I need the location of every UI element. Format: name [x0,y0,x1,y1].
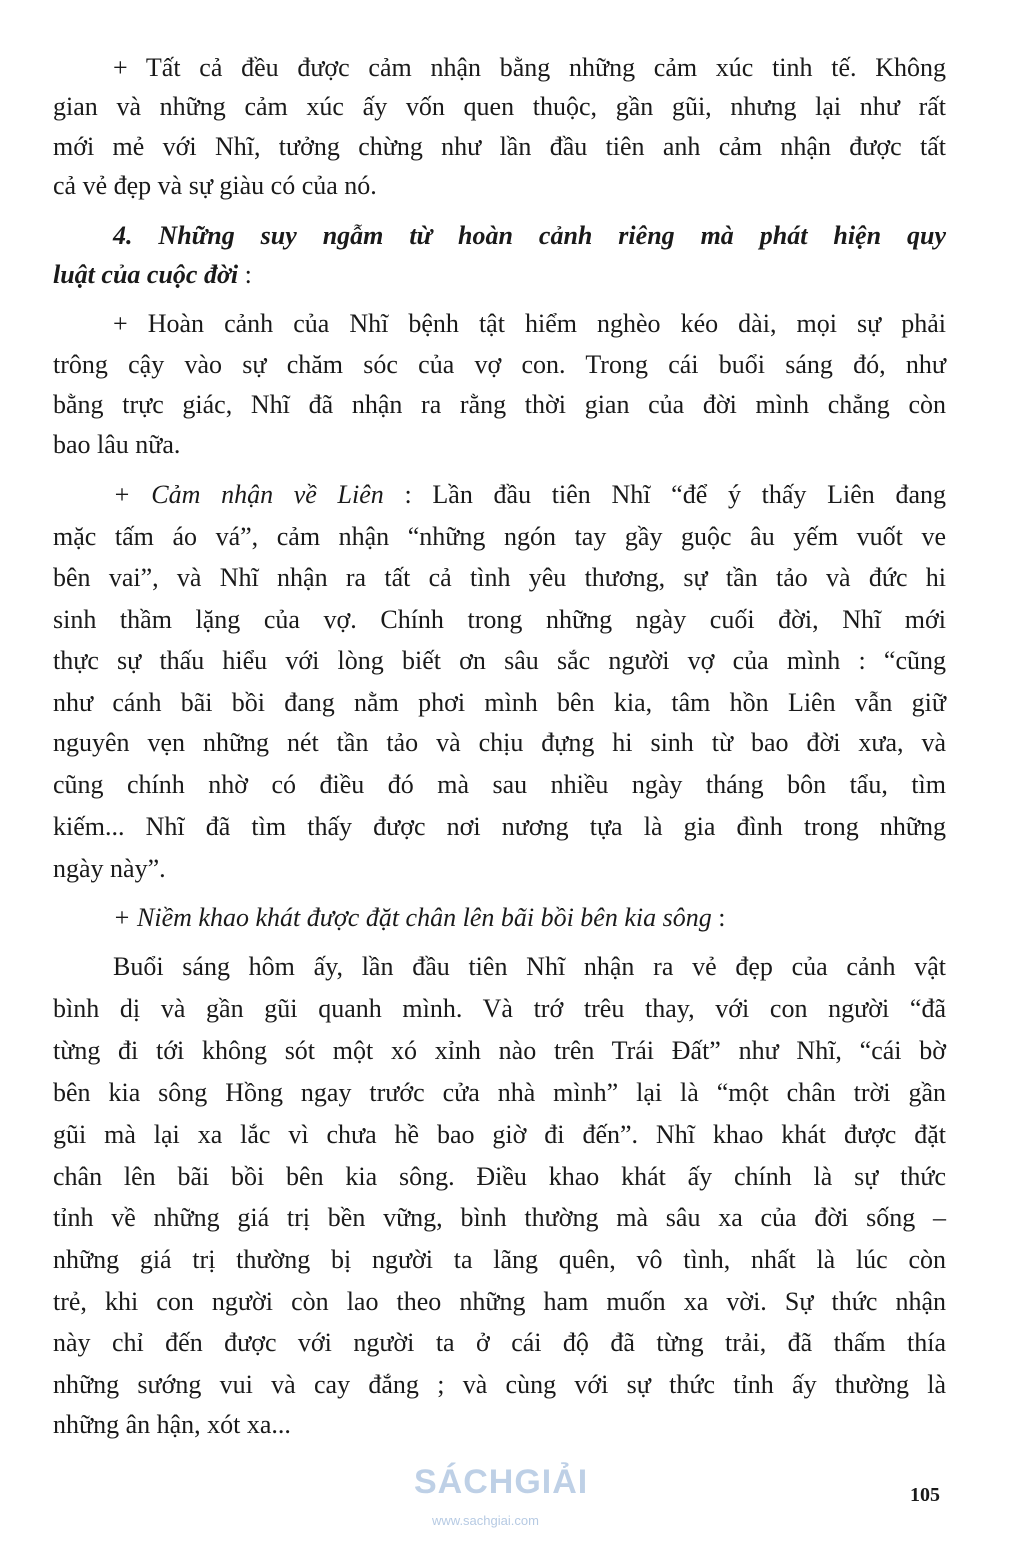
text-line: bằng trực giác, Nhĩ đã nhận ra rằng thời gian của đời mình chẳng còn [53,390,946,419]
text-span: : Lần đầu tiên Nhĩ “để ý thấy Liên đang [383,480,947,509]
subheading-line [113,902,946,934]
text-line: nguyên vẹn những nét tần tảo và chịu đựng hi sinh từ bao đời xưa, và [53,728,946,757]
heading-text: luật của cuộc đời [53,260,239,289]
text-line: Buổi sáng hôm ấy, lần đầu tiên Nhĩ nhận ra vẻ đẹp của cảnh vật [113,952,946,981]
text-line: những giá trị thường bị người ta lãng quên, vô tình, nhất là lúc còn [53,1245,946,1274]
text-line: thực sự thấu hiểu với lòng biết ơn sâu sắc người vợ của mình : “cũng [53,646,946,675]
text-line: bên vai”, và Nhĩ nhận ra tất cả tình yêu thương, sự tần tảo và đức hi [53,563,946,592]
text-line: cũng chính nhờ có điều đó mà sau nhiều ngày tháng bôn tẩu, tìm [53,770,946,799]
text-line: như cánh bãi bồi đang nằm phơi mình bên kia, tâm hồn Liên vẫn giữ [53,688,946,717]
section-heading: 4. Những suy ngẫm từ hoàn cảnh riêng mà phát hiện quy [113,221,946,250]
watermark-url: www.sachgiai.com [432,1513,539,1528]
watermark-logo: SÁCHGIẢI [414,1463,589,1501]
section-heading-cont [53,259,946,291]
subheading-colon: : [711,903,726,932]
heading-colon: : [238,260,252,289]
text-line: trẻ, khi con người còn lao theo những ham muốn xa vời. Sự thức nhận [53,1287,946,1316]
text-line: + Hoàn cảnh của Nhĩ bệnh tật hiểm nghèo kéo dài, mọi sự phải [113,309,946,338]
text-line: + Tất cả đều được cảm nhận bằng những cảm xúc tinh tế. Không [113,53,946,82]
text-line: tỉnh về những giá trị bền vững, bình thường mà sâu xa của đời sống – [53,1203,946,1232]
text-line: bình dị và gần gũi quanh mình. Và trớ trêu thay, với con người “đã [53,994,946,1023]
text-line: trông cậy vào sự chăm sóc của vợ con. Trong cái buổi sáng đó, như [53,350,946,379]
text-line: này chỉ đến được với người ta ở cái độ đã từng trải, đã thấm thía [53,1328,946,1357]
text-line: chân lên bãi bồi bên kia sông. Điều khao khát ấy chính là sự thức [53,1162,946,1191]
subheading-italic: + Niềm khao khát được đặt chân lên bãi bồi bên kia sông [113,903,712,932]
text-line: mới mẻ với Nhĩ, tưởng chừng như lần đầu tiên anh cảm nhận được tất [53,132,946,161]
text-line: gian và những cảm xúc ấy vốn quen thuộc, gần gũi, nhưng lại như rất [53,92,946,121]
text-line: cả vẻ đẹp và sự giàu có của nó. [53,171,377,200]
text-line: mặc tấm áo vá”, cảm nhận “những ngón tay gầy guộc âu yếm vuốt ve [53,522,946,551]
text-line: ngày này”. [53,854,166,883]
text-line: bên kia sông Hồng ngay trước cửa nhà mình” lại là “một chân trời gần [53,1078,946,1107]
text-line: kiếm... Nhĩ đã tìm thấy được nơi nương tựa là gia đình trong những [53,812,946,841]
text-line: từng đi tới không sót một xó xỉnh nào trên Trái Đất” như Nhĩ, “cái bờ [53,1036,946,1065]
text-line: những ân hận, xót xa... [53,1410,291,1439]
text-line: những sướng vui và cay đắng ; và cùng với sự thức tỉnh ấy thường là [53,1370,946,1399]
subheading-italic: + Cảm nhận về Liên [113,480,384,509]
page-number: 105 [910,1484,940,1506]
text-line: gũi mà lại xa lắc vì chưa hề bao giờ đi đến”. Nhĩ khao khát được đặt [53,1120,946,1149]
text-line [113,479,946,511]
text-line: bao lâu nữa. [53,430,181,459]
text-line: sinh thầm lặng của vợ. Chính trong những ngày cuối đời, Nhĩ mới [53,605,946,634]
